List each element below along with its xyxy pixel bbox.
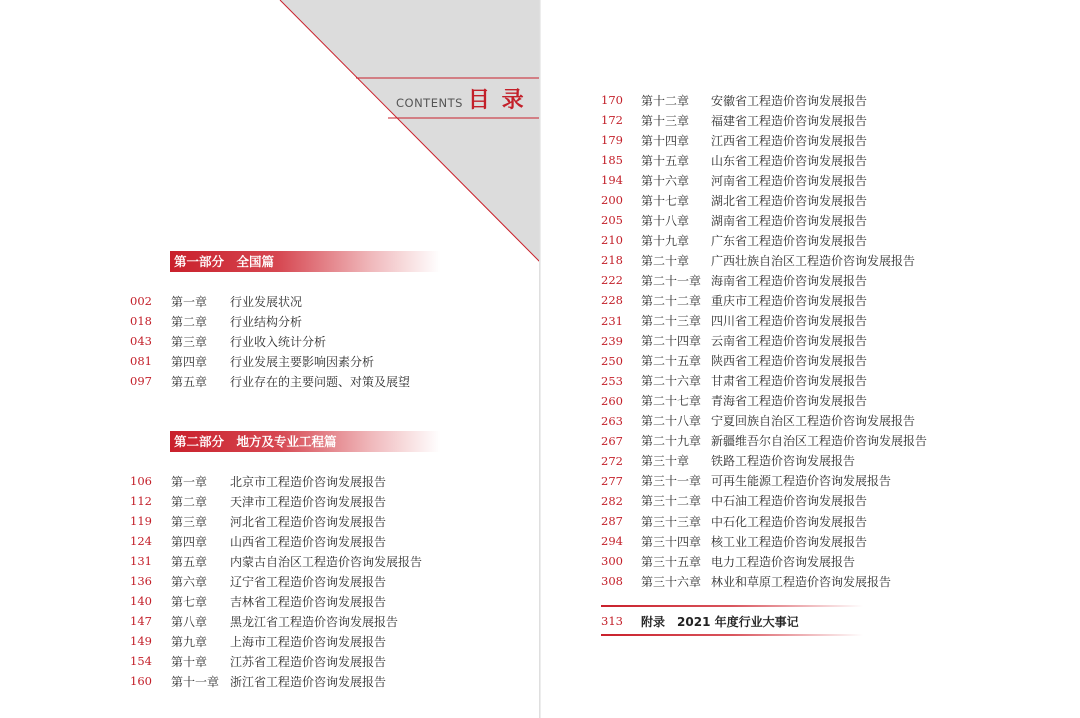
toc-page-number: 200 (601, 193, 623, 208)
appendix-title: 2021 年度行业大事记 (677, 614, 799, 629)
toc-page-number: 210 (601, 233, 623, 248)
toc-chapter-label: 第三十五章 (641, 554, 702, 569)
toc-chapter-title: 电力工程造价咨询发展报告 (711, 554, 856, 569)
toc-chapter-label: 第二十四章 (641, 334, 702, 349)
toc-entry[interactable] (130, 531, 422, 551)
toc-entry[interactable] (130, 291, 410, 311)
toc-page-number: 112 (130, 494, 152, 509)
toc-chapter-title: 北京市工程造价咨询发展报告 (230, 474, 387, 489)
toc-chapter-label: 第三十四章 (641, 534, 702, 549)
toc-chapter-label: 第十二章 (641, 93, 690, 108)
toc-entry[interactable] (130, 551, 422, 571)
toc-page-number: 272 (601, 453, 623, 468)
toc-entry[interactable] (601, 190, 927, 210)
toc-page-number: 119 (130, 514, 152, 529)
toc-chapter-title: 福建省工程造价咨询发展报告 (711, 113, 868, 128)
toc-chapter-title: 中石油工程造价咨询发展报告 (711, 494, 868, 509)
toc-chapter-label: 第三十二章 (641, 494, 702, 509)
toc-chapter-title: 吉林省工程造价咨询发展报告 (230, 594, 387, 609)
toc-chapter-title: 宁夏回族自治区工程造价咨询发展报告 (711, 414, 916, 429)
appendix-entry[interactable] (601, 611, 799, 631)
toc-page-number: 106 (130, 474, 152, 489)
toc-page-number: 194 (601, 173, 623, 188)
toc-page-number: 250 (601, 353, 623, 368)
toc-chapter-label: 第二十六章 (641, 374, 702, 389)
toc-chapter-label: 第十七章 (641, 193, 690, 208)
toc-entry[interactable] (130, 651, 422, 671)
toc-chapter-label: 第十四章 (641, 133, 690, 148)
toc-chapter-title: 重庆市工程造价咨询发展报告 (711, 293, 868, 308)
toc-chapter-title: 陕西省工程造价咨询发展报告 (711, 354, 868, 369)
toc-page-number: 218 (601, 253, 623, 268)
toc-page-number: 267 (601, 433, 623, 448)
toc-page-number: 253 (601, 373, 623, 388)
toc-chapter-label: 第二十一章 (641, 273, 702, 288)
toc-chapter-title: 广东省工程造价咨询发展报告 (711, 233, 868, 248)
toc-entry[interactable] (130, 351, 410, 371)
toc-chapter-label: 第三十六章 (641, 574, 702, 589)
toc-page-number: 277 (601, 473, 623, 488)
contents-heading (396, 84, 526, 114)
toc-entry[interactable] (601, 150, 927, 170)
toc-page-number: 002 (130, 294, 152, 309)
part-2-banner: 第二部分 地方及专业工程篇 (170, 431, 440, 452)
toc-chapter-title: 广西壮族自治区工程造价咨询发展报告 (711, 253, 916, 268)
toc-chapter-title: 新疆维吾尔自治区工程造价咨询发展报告 (711, 434, 928, 449)
toc-entry[interactable] (601, 210, 927, 230)
toc-entry[interactable] (130, 631, 422, 651)
toc-entry[interactable] (601, 270, 927, 290)
toc-chapter-label: 第二十八章 (641, 414, 702, 429)
toc-chapter-label: 第九章 (171, 634, 208, 649)
part-2-toc (130, 471, 422, 692)
toc-chapter-title: 安徽省工程造价咨询发展报告 (711, 93, 868, 108)
toc-chapter-title: 行业发展主要影响因素分析 (230, 354, 375, 369)
toc-chapter-title: 核工业工程造价咨询发展报告 (711, 534, 868, 549)
toc-entry[interactable] (130, 611, 422, 631)
toc-page-number: 205 (601, 213, 623, 228)
toc-chapter-title: 四川省工程造价咨询发展报告 (711, 314, 868, 329)
toc-chapter-title: 行业结构分析 (230, 314, 303, 329)
toc-chapter-title: 辽宁省工程造价咨询发展报告 (230, 574, 387, 589)
toc-chapter-label: 第三章 (171, 514, 208, 529)
toc-entry[interactable] (601, 331, 927, 351)
toc-entry[interactable] (130, 471, 422, 491)
toc-chapter-label: 第八章 (171, 614, 208, 629)
toc-chapter-label: 第四章 (171, 534, 208, 549)
toc-chapter-label: 第二十三章 (641, 314, 702, 329)
toc-page-number: 170 (601, 93, 623, 108)
toc-chapter-label: 第三章 (171, 334, 208, 349)
toc-page-number: 131 (130, 554, 152, 569)
toc-chapter-label: 第五章 (171, 554, 208, 569)
toc-entry[interactable] (601, 411, 927, 431)
toc-entry[interactable] (130, 571, 422, 591)
toc-page-number: 185 (601, 153, 623, 168)
toc-entry[interactable] (601, 90, 927, 110)
toc-page-number: 228 (601, 293, 623, 308)
toc-entry[interactable] (601, 351, 927, 371)
part-1-banner: 第一部分 全国篇 (170, 251, 440, 272)
toc-chapter-label: 第二十九章 (641, 434, 702, 449)
toc-entry[interactable] (601, 431, 927, 451)
toc-page-number: 043 (130, 334, 152, 349)
toc-page-number: 081 (130, 354, 152, 369)
toc-chapter-label: 第六章 (171, 574, 208, 589)
toc-chapter-label: 第七章 (171, 594, 208, 609)
toc-page-number: 179 (601, 133, 623, 148)
toc-chapter-title: 黑龙江省工程造价咨询发展报告 (230, 614, 399, 629)
appendix-page-number: 313 (601, 614, 623, 628)
toc-chapter-label: 第二十五章 (641, 354, 702, 369)
toc-entry[interactable] (601, 491, 927, 511)
toc-chapter-label: 第三十一章 (641, 474, 702, 489)
toc-page-number: 160 (130, 674, 152, 689)
toc-entry[interactable] (601, 170, 927, 190)
toc-chapter-title: 河南省工程造价咨询发展报告 (711, 173, 868, 188)
part-1-toc (130, 291, 410, 391)
toc-entry[interactable] (601, 551, 927, 571)
toc-chapter-title: 海南省工程造价咨询发展报告 (711, 273, 868, 288)
toc-page-number: 147 (130, 614, 152, 629)
appendix-label: 附录 (641, 614, 666, 629)
toc-entry[interactable] (601, 230, 927, 250)
toc-page-number: 260 (601, 393, 623, 408)
toc-chapter-title: 铁路工程造价咨询发展报告 (711, 454, 856, 469)
toc-chapter-label: 第十六章 (641, 173, 690, 188)
toc-entry[interactable] (601, 531, 927, 551)
toc-page-number: 149 (130, 634, 152, 649)
toc-chapter-title: 湖南省工程造价咨询发展报告 (711, 213, 868, 228)
toc-entry[interactable] (130, 511, 422, 531)
toc-chapter-title: 山东省工程造价咨询发展报告 (711, 153, 868, 168)
toc-chapter-title: 林业和草原工程造价咨询发展报告 (711, 574, 892, 589)
toc-page-number: 287 (601, 514, 623, 528)
right-toc (601, 90, 927, 591)
toc-chapter-label: 第二十二章 (641, 293, 702, 308)
toc-page-number: 018 (130, 314, 152, 329)
toc-page-number: 154 (130, 654, 152, 669)
toc-entry[interactable] (130, 491, 422, 511)
toc-chapter-label: 第十八章 (641, 213, 690, 228)
toc-chapter-label: 第三十章 (641, 454, 690, 469)
toc-chapter-title: 湖北省工程造价咨询发展报告 (711, 193, 868, 208)
toc-page-number: 124 (130, 534, 152, 549)
toc-chapter-title: 河北省工程造价咨询发展报告 (230, 514, 387, 529)
toc-chapter-title: 内蒙古自治区工程造价咨询发展报告 (230, 554, 423, 569)
appendix-rule-bottom (601, 634, 863, 636)
toc-chapter-title: 中石化工程造价咨询发展报告 (711, 514, 868, 529)
toc-entry[interactable] (130, 311, 410, 331)
toc-chapter-title: 天津市工程造价咨询发展报告 (230, 494, 387, 509)
toc-chapter-label: 第十一章 (171, 674, 220, 689)
toc-entry[interactable] (601, 130, 927, 150)
toc-entry[interactable] (601, 451, 927, 471)
toc-chapter-label: 第十五章 (641, 153, 690, 168)
toc-page-number: 300 (601, 554, 623, 569)
toc-chapter-title: 云南省工程造价咨询发展报告 (711, 334, 868, 349)
toc-chapter-title: 江苏省工程造价咨询发展报告 (230, 654, 387, 669)
toc-chapter-label: 第五章 (171, 374, 208, 389)
toc-chapter-title: 江西省工程造价咨询发展报告 (711, 133, 868, 148)
toc-chapter-title: 行业收入统计分析 (230, 334, 327, 349)
toc-chapter-label: 第二章 (171, 494, 208, 509)
toc-entry[interactable] (601, 250, 927, 270)
toc-page-number: 136 (130, 574, 152, 589)
toc-chapter-title: 上海市工程造价咨询发展报告 (230, 634, 387, 649)
toc-entry[interactable] (130, 371, 410, 391)
toc-chapter-label: 第十章 (171, 654, 208, 669)
toc-entry[interactable] (130, 331, 410, 351)
toc-entry[interactable] (601, 391, 927, 411)
toc-entry[interactable] (601, 511, 927, 531)
toc-chapter-title: 行业存在的主要问题、对策及展望 (230, 374, 411, 389)
toc-entry[interactable] (601, 371, 927, 391)
toc-chapter-title: 可再生能源工程造价咨询发展报告 (711, 474, 892, 489)
toc-page-number: 222 (601, 273, 623, 288)
contents-heading-zh: 目 录 (467, 88, 526, 113)
toc-page-number: 282 (601, 493, 623, 508)
toc-chapter-label: 第一章 (171, 474, 208, 489)
toc-page-number: 231 (601, 313, 623, 328)
toc-chapter-label: 第二十七章 (641, 394, 702, 409)
toc-chapter-label: 第十三章 (641, 113, 690, 128)
toc-page-number: 308 (601, 574, 623, 589)
toc-entry[interactable] (130, 591, 422, 611)
toc-page-number: 140 (130, 594, 152, 609)
toc-chapter-title: 行业发展状况 (230, 294, 303, 309)
appendix-rule-top (601, 605, 863, 607)
toc-entry[interactable] (601, 290, 927, 310)
toc-page-number: 294 (601, 534, 623, 549)
toc-chapter-label: 第三十三章 (641, 514, 702, 529)
toc-chapter-title: 青海省工程造价咨询发展报告 (711, 394, 868, 409)
toc-entry[interactable] (601, 471, 927, 491)
toc-chapter-label: 第一章 (171, 294, 208, 309)
toc-chapter-label: 第二章 (171, 314, 208, 329)
toc-page-number: 097 (130, 374, 152, 389)
toc-page-number: 172 (601, 113, 623, 128)
toc-chapter-label: 第二十章 (641, 253, 690, 268)
toc-chapter-title: 甘肃省工程造价咨询发展报告 (711, 374, 868, 389)
toc-entry[interactable] (601, 110, 927, 130)
toc-chapter-title: 山西省工程造价咨询发展报告 (230, 534, 387, 549)
toc-page-number: 239 (601, 333, 623, 348)
toc-chapter-label: 第十九章 (641, 233, 690, 248)
toc-chapter-label: 第四章 (171, 354, 208, 369)
contents-heading-en: CONTENTS (396, 96, 463, 110)
toc-entry[interactable] (130, 671, 422, 691)
toc-page-number: 263 (601, 413, 623, 428)
toc-entry[interactable] (601, 571, 927, 591)
toc-entry[interactable] (601, 311, 927, 331)
toc-chapter-title: 浙江省工程造价咨询发展报告 (230, 674, 387, 689)
